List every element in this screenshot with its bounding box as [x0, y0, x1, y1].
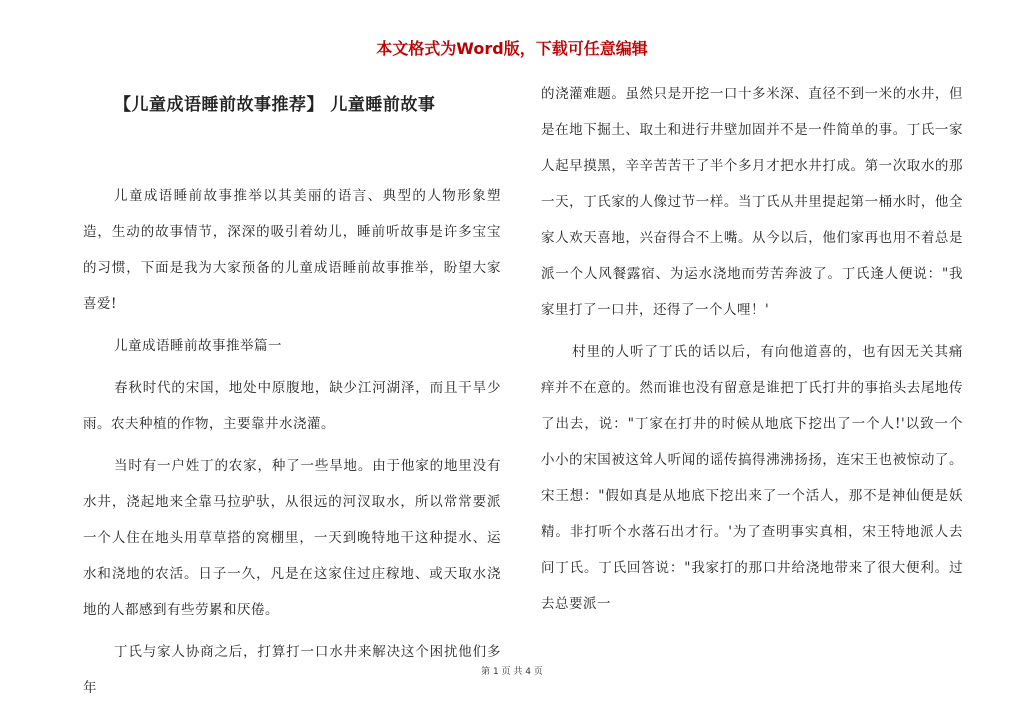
page-number: 第 1 页 共 4 页 [481, 667, 543, 677]
right-column [541, 76, 963, 622]
story-paragraph: 村里的人听了丁氏的话以后，有向他道喜的，也有因无关其痛痒并不在意的。然而谁也没有留意是谁把丁氏打井的事掐头去尾地传了出去，说："丁家在打井的时候从地底下挖出了一个人!'以致一个小小的宋国被这耸人听闻的谣传搞得沸沸扬扬，连宋王也被惊动了。宋王想："假如真是从地底下挖出来了一个活人，那不是神仙便是妖精。非打听个水落石出才行。'为了查明事实真相，宋王特地派人去问丁氏。丁氏回答说："我家打的那口井给浇地带来了很大便利。过去总要派一 [541, 344, 963, 612]
left-column [83, 178, 501, 706]
page-title: 【儿童成语睡前故事推荐】 儿童睡前故事 [114, 95, 436, 115]
download-banner: 本文格式为Word版，下载可任意编辑 [376, 39, 648, 58]
story-paragraph: 春秋时代的宋国，地处中原腹地，缺少江河湖泽，而且干旱少雨。农夫种植的作物，主要靠井水浇灌。 [83, 380, 501, 432]
story-paragraph: 当时有一户姓丁的农家，种了一些旱地。由于他家的地里没有水井，浇起地来全靠马拉驴驮，从很远的河汊取水，所以常常要派一个人住在地头用草草搭的窝棚里，一天到晚特地干这种提水、运水和浇地的农活。日子一久，凡是在这家住过庄稼地、或天取水浇地的人都感到有些劳累和厌倦。 [83, 458, 501, 618]
story-paragraph: 丁氏与家人协商之后，打算打一口水井来解决这个困扰他们多年 [83, 644, 501, 696]
story-paragraph-continued: 的浇灌难题。虽然只是开挖一口十多米深、直径不到一米的水井，但是在地下掘土、取土和进行井壁加固并不是一件简单的事。丁氏一家人起早摸黑，辛辛苦苦干了半个多月才把水井打成。第一次取水的那一天，丁氏家的人像过节一样。当丁氏从井里提起第一桶水时，他全家人欢天喜地，兴奋得合不上嘴。从今以后，他们家再也用不着总是派一个人风餐露宿、为运水浇地而劳苦奔波了。丁氏逢人便说："我家里打了一口井，还得了一个人哩！' [541, 86, 963, 318]
section-heading: 儿童成语睡前故事推举篇一 [114, 338, 283, 354]
intro-paragraph: 儿童成语睡前故事推举以其美丽的语言、典型的人物形象塑造，生动的故事情节，深深的吸引着幼儿，睡前听故事是许多宝宝的习惯，下面是我为大家预备的儿童成语睡前故事推举，盼望大家喜爱! [83, 188, 501, 312]
